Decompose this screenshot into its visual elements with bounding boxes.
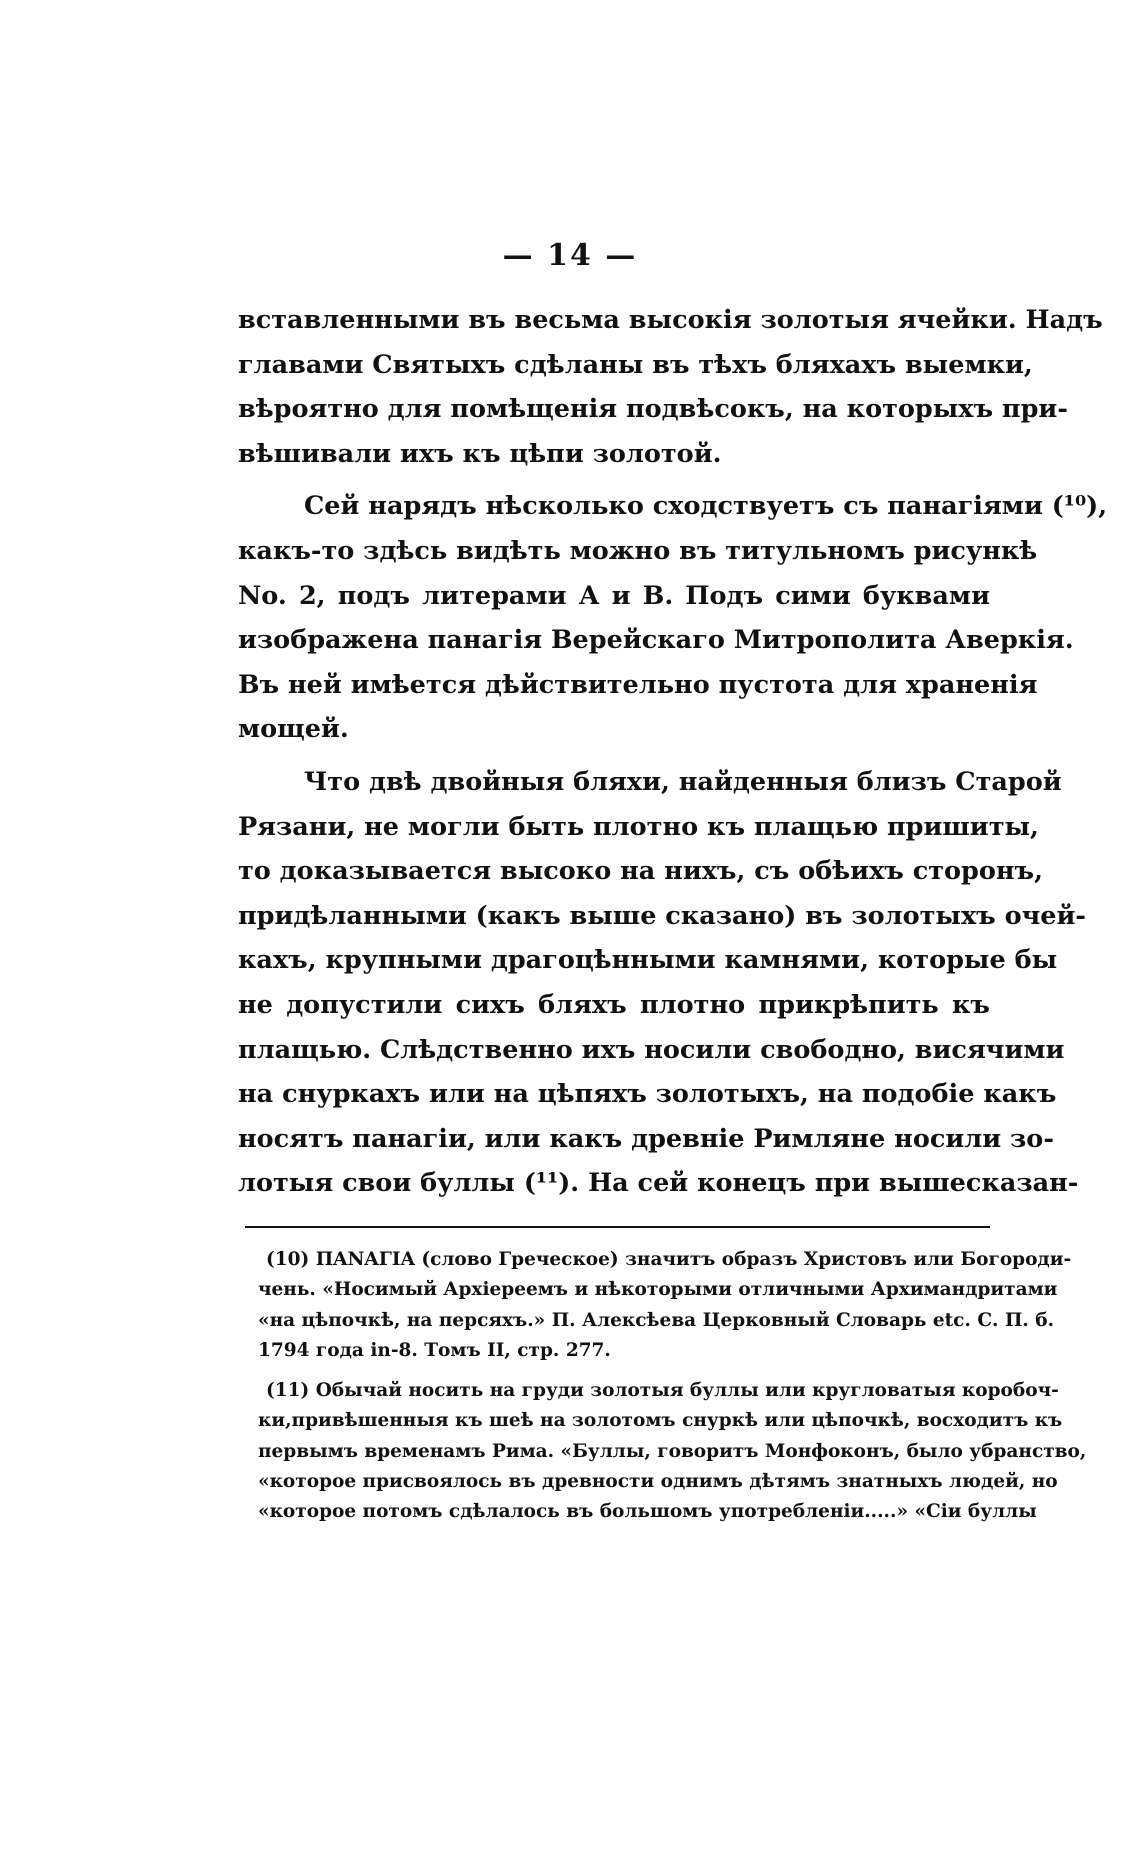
footnote-divider [245, 1226, 990, 1228]
text-line: вставленными въ весьма высокія золотыя ячейки. Надъ [238, 305, 1103, 335]
footnote-line: первымъ временамъ Рима. «Буллы, говоритъ Монфоконъ, было убранство, [258, 1440, 1087, 1462]
text-line: вѣроятно для помѣщенія подвѣсокъ, на которыхъ при- [238, 394, 1068, 425]
footnote-line: чень. «Носимый Архіереемъ и нѣкоторыми отличными Архимандритами [258, 1279, 1058, 1301]
footnote-line: (10) ΠΑΝΑΓΙΑ (слово Греческое) значитъ образъ Христовъ или Богороди- [266, 1249, 1072, 1270]
text-line: вѣшивали ихъ къ цѣпи золотой. [238, 438, 722, 469]
footnote-line: (11) Обычай носить на груди золотыя буллы или кругловатыя коробоч- [266, 1380, 1059, 1402]
text-line: Въ ней имѣется дѣйствительно пустота для храненія [238, 669, 1038, 700]
text-line: Сей нарядъ нѣсколько сходствуетъ съ панагіями (¹⁰), [304, 491, 1108, 522]
text-line: какъ-то здѣсь видѣть можно въ титульномъ рисункѣ [238, 535, 1038, 566]
footnote-line: «которое потомъ сдѣлалось въ большомъ употребленіи.....» «Сіи буллы [258, 1501, 1037, 1523]
text-line: главами Святыхъ сдѣланы въ тѣхъ бляхахъ выемки, [238, 349, 1033, 380]
footnote-line: «которое присвоялось въ древности однимъ дѣтямъ знатныхъ людей, но [258, 1471, 1058, 1493]
text-line: не допустили сихъ бляхъ плотно прикрѣпить къ [238, 989, 990, 1020]
footnote-line: 1794 года in-8. Томъ II, стр. 277. [258, 1339, 611, 1361]
paragraph [238, 298, 1103, 476]
text-line: то доказывается высоко на нихъ, съ обѣихъ сторонъ, [238, 856, 1043, 887]
footnote-line: ки,привѣшенныя къ шеѣ на золотомъ снуркѣ или цѣпочкѣ, восходитъ къ [258, 1410, 1063, 1432]
text-line: кахъ, крупными драгоцѣнными камнями, которые бы [238, 945, 1058, 976]
page-number: — 14 — [502, 238, 638, 273]
text-line: лотыя свои буллы (¹¹). На сей конецъ при вышесказан- [238, 1168, 1079, 1199]
text-line: плащью. Слѣдственно ихъ носили свободно, висячими [238, 1034, 1065, 1065]
text-line: на снуркахъ или на цѣпяхъ золотыхъ, на подобіе какъ [238, 1079, 1057, 1110]
text-line: придѣланными (какъ выше сказано) въ золотыхъ очей- [238, 900, 1087, 931]
text-line: носятъ панагіи, или какъ древніе Римляне носили зо- [238, 1123, 1054, 1154]
footnotes [258, 1245, 1087, 1528]
main-text [238, 298, 1108, 1206]
text-line: мощей. [238, 714, 349, 745]
text-line: No. 2, подъ литерами А и В. Подъ сими буквами [238, 580, 990, 611]
paragraph [238, 484, 1108, 752]
footnote-line: «на цѣпочкѣ, на персяхъ.» П. Алексѣева Церковный Словарь etc. С. П. б. [258, 1309, 1055, 1331]
text-line: Что двѣ двойныя бляхи, найденныя близъ Старой [304, 766, 1062, 797]
paragraph [238, 760, 1087, 1206]
footnote-10 [258, 1245, 1072, 1366]
text-line: Рязани, не могли быть плотно къ плащью пришиты, [238, 811, 1039, 842]
footnote-11 [258, 1376, 1087, 1527]
text-line: изображена панагія Верейскаго Митрополита Аверкія. [238, 625, 1074, 656]
